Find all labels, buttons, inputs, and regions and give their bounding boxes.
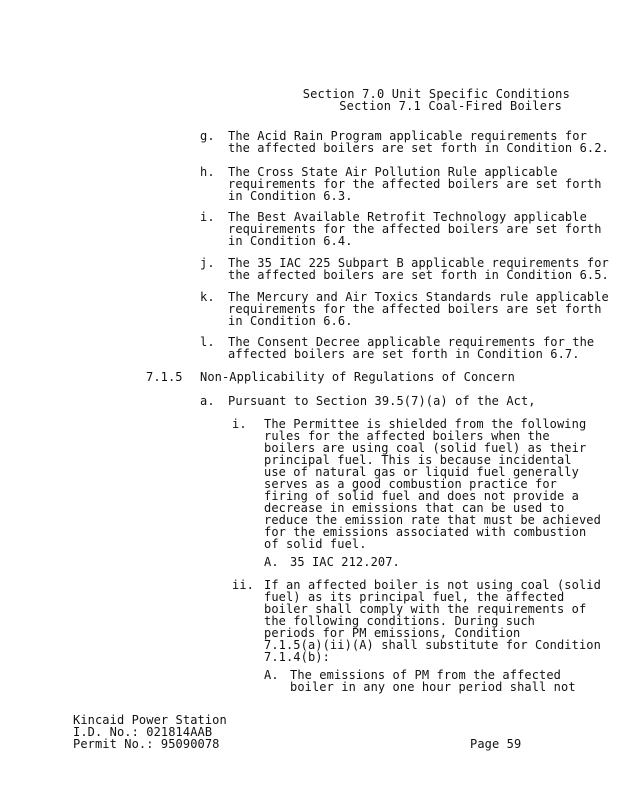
sub-ii-a-line: The emissions of PM from the affected [290, 668, 562, 682]
item-a-text: Pursuant to Section 39.5(7)(a) of the Act, [228, 394, 536, 408]
item-j-line-2: the affected boilers are set forth in Condition 6.5. [228, 268, 609, 282]
item-l-line-1: The Consent Decree applicable requirements for the [228, 335, 595, 349]
section-715-number: 7.1.5 [146, 370, 183, 384]
item-g-label: g. [200, 129, 215, 143]
item-i-line-2: requirements for the affected boilers are set forth [228, 222, 602, 236]
section-715-title: Non-Applicability of Regulations of Concern [200, 370, 515, 384]
footer-page-number: Page 59 [470, 737, 522, 751]
sub-ii-line: the following conditions. During such [264, 614, 536, 628]
item-a-label: a. [200, 394, 215, 408]
sub-i-line: The Permittee is shielded from the following [264, 417, 587, 431]
item-k-line-1: The Mercury and Air Toxics Standards rule applicable [228, 290, 609, 304]
sub-i-line: rules for the affected boilers when the [264, 429, 550, 443]
sub-i-line: use of natural gas or liquid fuel generally [264, 465, 579, 479]
sub-i-line: decrease in emissions that can be used to [264, 501, 565, 515]
sub-i-line: of solid fuel. [264, 537, 367, 551]
item-l-label: l. [200, 335, 215, 349]
sub-ii-line: periods for PM emissions, Condition [264, 626, 521, 640]
item-h-line-1: The Cross State Air Pollution Rule applicable [228, 165, 558, 179]
item-j-label: j. [200, 256, 215, 270]
item-i-line-1: The Best Available Retrofit Technology applicable [228, 210, 587, 224]
item-h-line-3: in Condition 6.3. [228, 189, 353, 203]
item-i-label: i. [200, 210, 215, 224]
item-h-line-2: requirements for the affected boilers are set forth [228, 177, 602, 191]
sub-i-a-text: 35 IAC 212.207. [290, 555, 400, 569]
sub-i-line: reduce the emission rate that must be achieved [264, 513, 601, 527]
item-h-label: h. [200, 165, 215, 179]
sub-i-a-label: A. [264, 555, 279, 569]
item-k-line-3: in Condition 6.6. [228, 314, 353, 328]
subsection-header: Section 7.1 Coal-Fired Boilers [339, 99, 562, 113]
sub-i-line: for the emissions associated with combustion [264, 525, 587, 539]
sub-ii-line: If an affected boiler is not using coal (solid [264, 578, 601, 592]
footer-id-no: I.D. No.: 021814AAB [73, 725, 213, 739]
sub-i-line: principal fuel. This is because incidental [264, 453, 572, 467]
sub-ii-line: 7.1.5(a)(ii)(A) shall substitute for Condition [264, 638, 601, 652]
sub-i-label: i. [232, 417, 247, 431]
sub-ii-a-label: A. [264, 668, 279, 682]
sub-ii-a-line: boiler in any one hour period shall not [290, 680, 576, 694]
sub-ii-line: boiler shall comply with the requirements of [264, 602, 587, 616]
item-j-line-1: The 35 IAC 225 Subpart B applicable requirements for [228, 256, 609, 270]
sub-i-line: serves as a good combustion practice for [264, 477, 557, 491]
item-l-line-2: affected boilers are set forth in Condition 6.7. [228, 347, 580, 361]
sub-ii-label: ii. [232, 578, 254, 592]
sub-i-line: boilers are using coal (solid fuel) as their [264, 441, 587, 455]
footer-permit-no: Permit No.: 95090078 [73, 737, 220, 751]
item-g-line-1: The Acid Rain Program applicable requirements for [228, 129, 587, 143]
section-header: Section 7.0 Unit Specific Conditions [302, 87, 570, 101]
sub-ii-line: 7.1.4(b): [264, 650, 330, 664]
footer-station: Kincaid Power Station [73, 713, 227, 727]
item-i-line-3: in Condition 6.4. [228, 234, 353, 248]
item-k-line-2: requirements for the affected boilers are set forth [228, 302, 602, 316]
item-k-label: k. [200, 290, 215, 304]
sub-i-line: firing of solid fuel and does not provide a [264, 489, 579, 503]
sub-ii-line: fuel) as its principal fuel, the affected [264, 590, 565, 604]
item-g-line-2: the affected boilers are set forth in Condition 6.2. [228, 141, 609, 155]
